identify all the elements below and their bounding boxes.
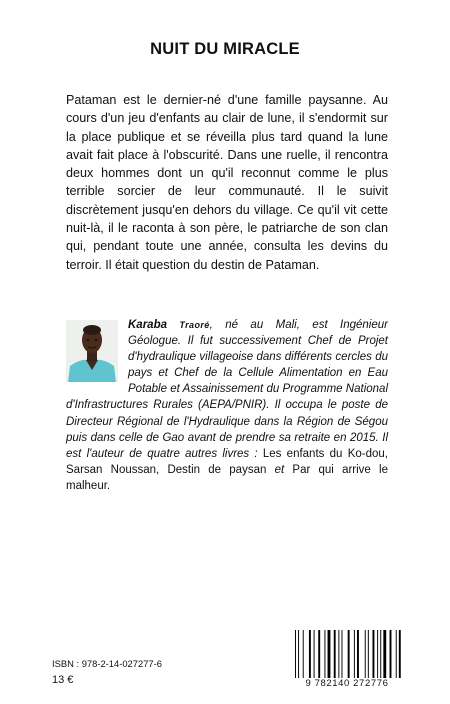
conjunction: et (266, 463, 293, 476)
author-bio (66, 317, 388, 494)
author-first-name: Karaba (128, 319, 167, 331)
book-title-1: Les enfants du Ko-dou (262, 447, 385, 460)
book-title-2: Sarsan Noussan (66, 463, 157, 476)
price: 13 € (52, 674, 74, 686)
author-last-name: Traoré (179, 320, 210, 330)
period: . (106, 479, 111, 492)
book-title-3: Destin de paysan (167, 463, 267, 476)
summary-text: Pataman est le dernier-né d'une famille paysanne. Au cours d'un jeu d'enfants au clair de lune, il s'endormit sur la place publique et se réveilla plus tard quand la lune avait fait place à l'obscurité. Dans une ruelle, il rencontra deux hommes dont un qu'il reconnut comme le plus terrible sorcier de leur communauté. Il le suivit discrètement jusqu'en dehors du village. Ce qu'il vit cette nuit-là, il le raconta à son père, le patriarche de son clan qui, pendant toute une année, consulta les devins du terroir. Il était question du destin de Pataman. (66, 93, 388, 272)
book-title: NUIT DU MIRACLE (150, 40, 300, 58)
book-title-4: Par qui arrive le malheur (66, 463, 388, 492)
barcode-number: 9 782140 272776 (291, 678, 403, 689)
footer-info (52, 656, 162, 688)
separator: , (384, 447, 388, 460)
author-photo (66, 320, 118, 382)
separator: , (156, 463, 168, 476)
bio-text: , né au Mali, est Ingénieur Géologue. Il fut successivement Chef de Projet d'hydraulique villageoise dans différents cercles du pays et Chef de la Cellule Alimentation en Eau Potable et Assainissement du Programme National d'Infrastructures Rurales (AEPA/PNIR). Il occupa le poste de Directeur Régional de l'Hydraulique dans la Région de Ségou puis dans celle de Gao avant de prendre sa retraite en 2015. Il est l'auteur de quatre autres livres : (66, 319, 388, 460)
isbn: ISBN : 978-2-14-027277-6 (52, 658, 162, 669)
